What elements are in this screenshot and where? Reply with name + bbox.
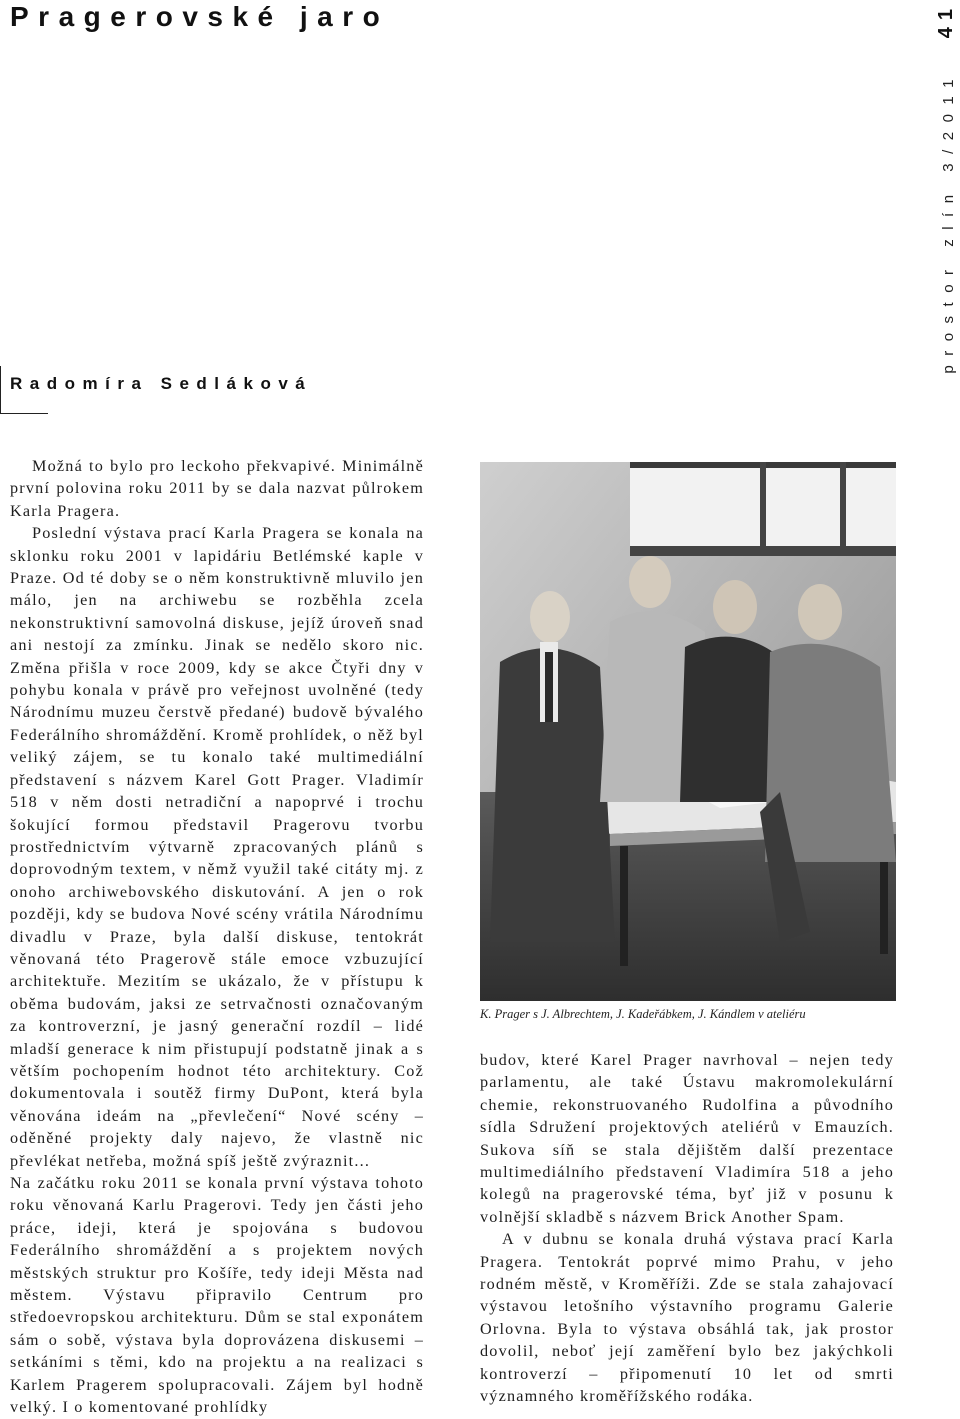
left-text-column [10,455,424,1418]
archival-photo [480,462,896,1001]
author-rule-vertical [0,366,1,414]
author-rule-horizontal [0,413,48,414]
paragraph: budov, které Karel Prager navrhoval – nejen tedy parlamentu, ale také Ústavu makromolekulární chemie, rekonstruovaného Rudolfina a původního sídla Sdružení projektových ateliérů v Emauzích. Sukova síň se stala dějištěm další prezentace multimediálního představení Vladimíra 518 a jeho kolegů na pragerovské téma, byť již v posunu k volnější skladbě s názvem Brick Another Spam. [480,1051,894,1226]
paragraph: Možná to bylo pro leckoho překvapivé. Minimálně první polovina roku 2011 by se dala nazvat půlrokem Karla Pragera. [10,457,424,520]
journal-issue-label: prostor zlín 3/2011 [940,70,957,374]
right-text-column [480,1049,894,1408]
photo-caption: K. Prager s J. Albrechtem, J. Kadeřábkem, J. Kándlem v ateliéru [480,1007,806,1021]
page-title: Pragerovské jaro [10,1,390,32]
photo-illustration [480,462,896,1001]
paragraph: Na začátku roku 2011 se konala první výstava tohoto roku věnovaná Karlu Pragerovi. Tedy jen části jeho práce, ideji, která je spojována s budovou Federálního shromáždění a s projektem nových městských struktur pro Košíře, tedy ideji Města nad městem. Výstavu připravilo Centrum pro středoevropskou architekturu. Dům se stal exponátem sám o sobě, výstava byla doprovázena diskusemi – setkáními s těmi, kdo na projektu a na realizaci s Karlem Pragerem spolupracovali. Zájem byl hodně velký. I o komentované prohlídky [10,1174,424,1417]
paragraph: A v dubnu se konala druhá výstava prací Karla Pragera. Tentokrát poprvé mimo Prahu, v jeho rodném městě, v Kroměříži. Zde se stala zahajovací výstavou letošního výstavního programu Galerie Orlovna. Byla to výstava obsáhlá tak, jak prostor dovolil, neboť její zaměření bylo bez jakýchkoli kontroverzí – připomenutí 10 let od smrti významného kroměřížského rodáka. [480,1230,894,1406]
paragraph: Poslední výstava prací Karla Pragera se konala na sklonku roku 2001 v lapidáriu Betlémské kaple v Praze. Od té doby se o něm konstruktivně mluvilo jen málo, jen na archiwebu se rozběhla zcela nekonstruktivní samovolná diskuse, jejíž úroveň snad ani nestojí za zmínku. Jinak se nedělo skoro nic. Změna přišla v roce 2009, kdy se akce Čtyři dny v pohybu konala v právě pro veřejnost uvolněné (tedy Národnímu muzeu čerstvě předané) budově bývalého Federálního shromáždění. Kromě prohlídek, o něž byl veliký zájem, se tu konalo také multimediální představení s názvem Karel Gott Prager. Vladimír 518 v něm dosti netradiční a napoprvé i trochu šokující formou představil Pragerovu tvorbu prostřednictvím výtvarně zpracovaných plánů s doprovodným textem, v němž využil také citáty mj. z onoho archiwebovského diskutování. A jen o rok později, kdy se budova Nové scény vrátila Národnímu divadlu v Praze, byla další diskuse, tentokrát věnovaná této Pragerově stále emoce vzbuzující architektuře. Mezitím se ukázalo, že v přístupu k oběma budovám, jaksi ze setrvačnosti označovaným za kontroverzní, je jasný generační rozdíl – lidé mladší generace k nim přistupují podstatně jinak a s větším pochopením hodnot této architektury. Což dokumentovala i soutěž firmy DuPont, která byla věnována ideám na „převlečení“ Nové scény – oděněné projekty daly najevo, že vlastně nic převlékat netřeba, možná spíš ještě zvýraznit... [10,524,424,1170]
author-name: Radomíra Sedláková [10,374,313,393]
page-number: 41 [935,2,957,39]
author-block [0,366,313,416]
